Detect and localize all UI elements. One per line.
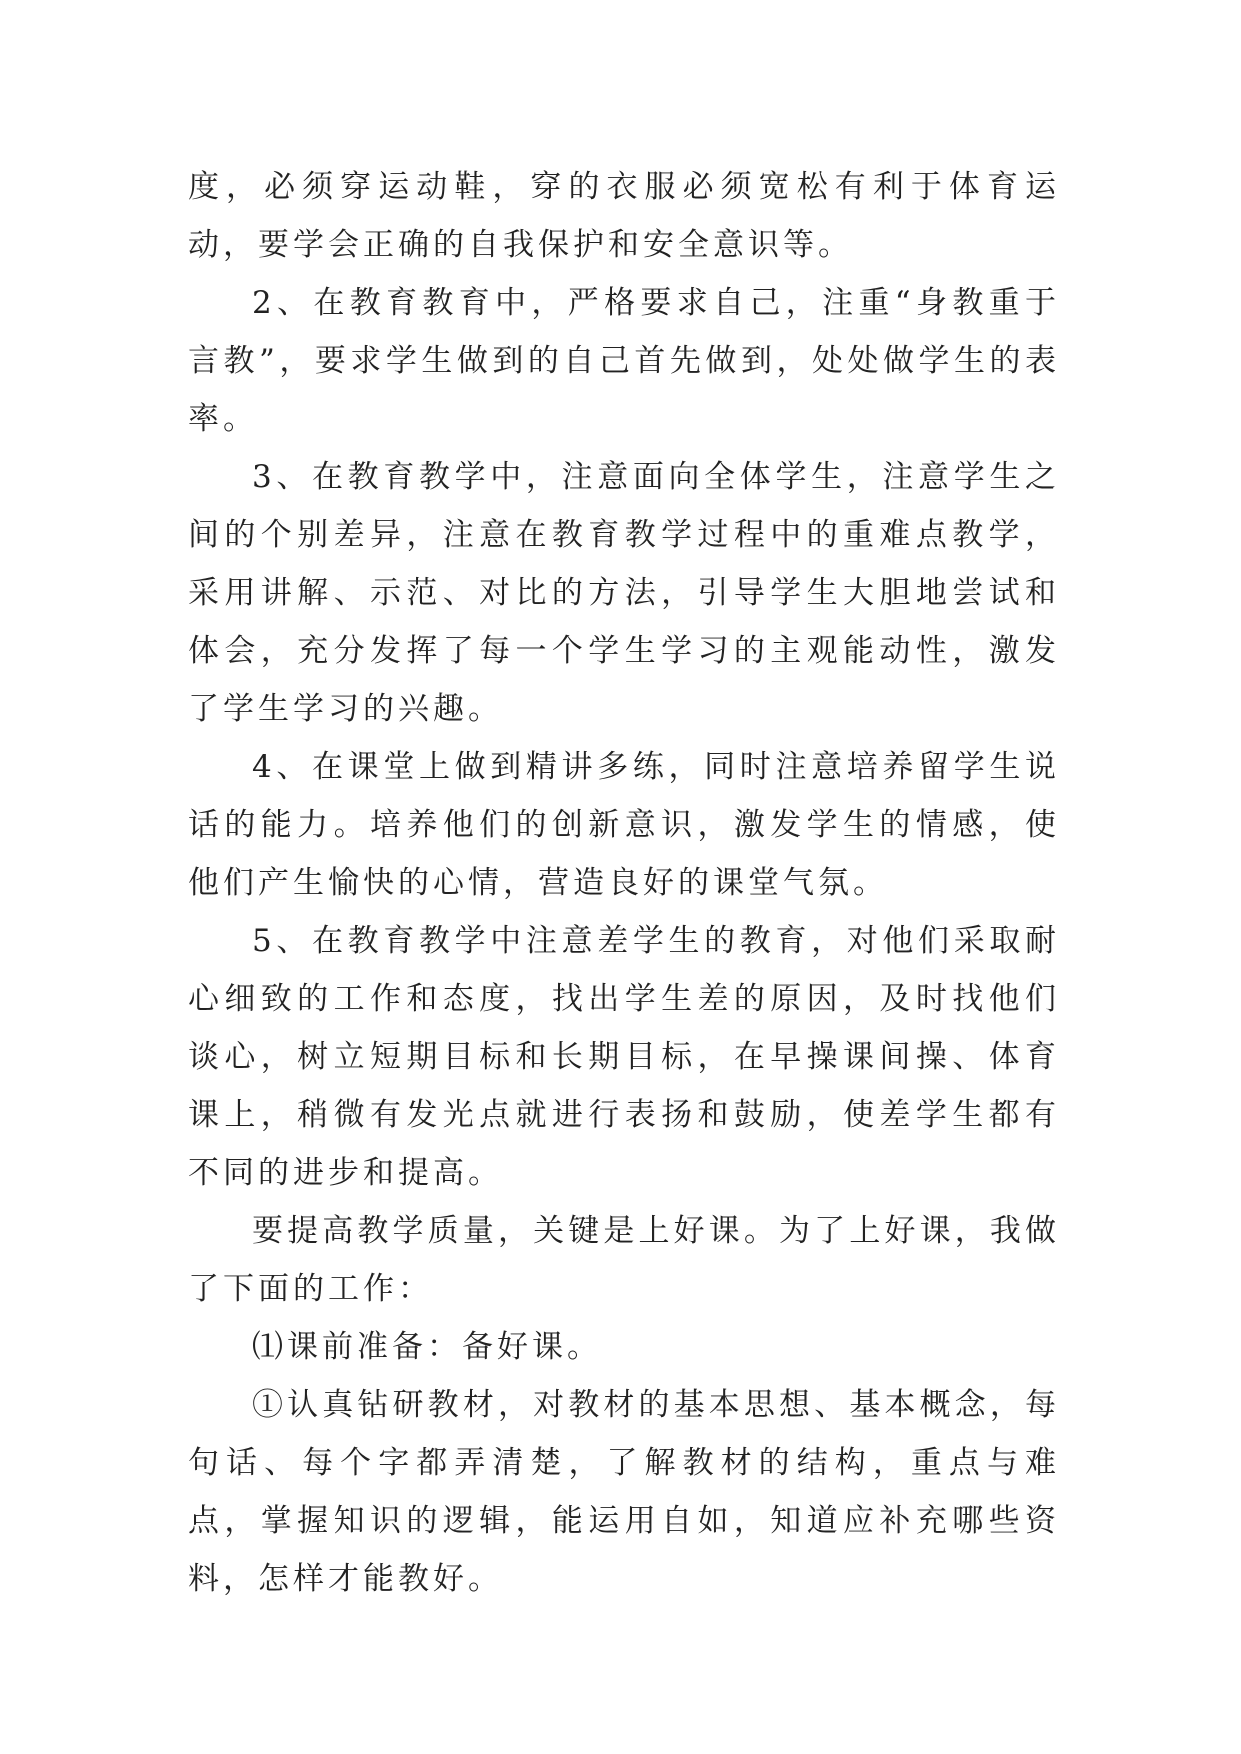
paragraph-item-5: 5、在教育教学中注意差学生的教育，对他们采取耐心细致的工作和态度，找出学生差的原因，及时找他们谈心，树立短期目标和长期目标，在早操课间操、体育课上，稍微有发光点就进行表扬和鼓励，使差学生都有不同的进步和提高。 [188,923,1060,1191]
paragraph-item-4: 4、在课堂上做到精讲多练，同时注意培养留学生说话的能力。培养他们的创新意识，激发学生的情感，使他们产生愉快的心情，营造良好的课堂气氛。 [188,749,1060,901]
paragraph-teaching-quality: 要提高教学质量，关键是上好课。为了上好课，我做了下面的工作： [188,1213,1060,1307]
document-body [188,158,1060,1608]
paragraph-lesson-prep-heading: ⑴课前准备：备好课。 [252,1329,602,1365]
paragraph-study-materials: ①认真钻研教材，对教材的基本思想、基本概念，每句话、每个字都弄清楚，了解教材的结构，重点与难点，掌握知识的逻辑，能运用自如，知道应补充哪些资料，怎样才能教好。 [188,1387,1060,1597]
paragraph-item-3: 3、在教育教学中，注意面向全体学生，注意学生之间的个别差异，注意在教育教学过程中的重难点教学，采用讲解、示范、对比的方法，引导学生大胆地尝试和体会，充分发挥了每一个学生学习的主观能动性，激发了学生学习的兴趣。 [188,459,1060,727]
paragraph-item-2: 2、在教育教育中，严格要求自己，注重“身教重于言教”，要求学生做到的自己首先做到，处处做学生的表率。 [188,285,1060,437]
paragraph-continuation: 度，必须穿运动鞋，穿的衣服必须宽松有利于体育运动，要学会正确的自我保护和安全意识等。 [188,169,1060,263]
